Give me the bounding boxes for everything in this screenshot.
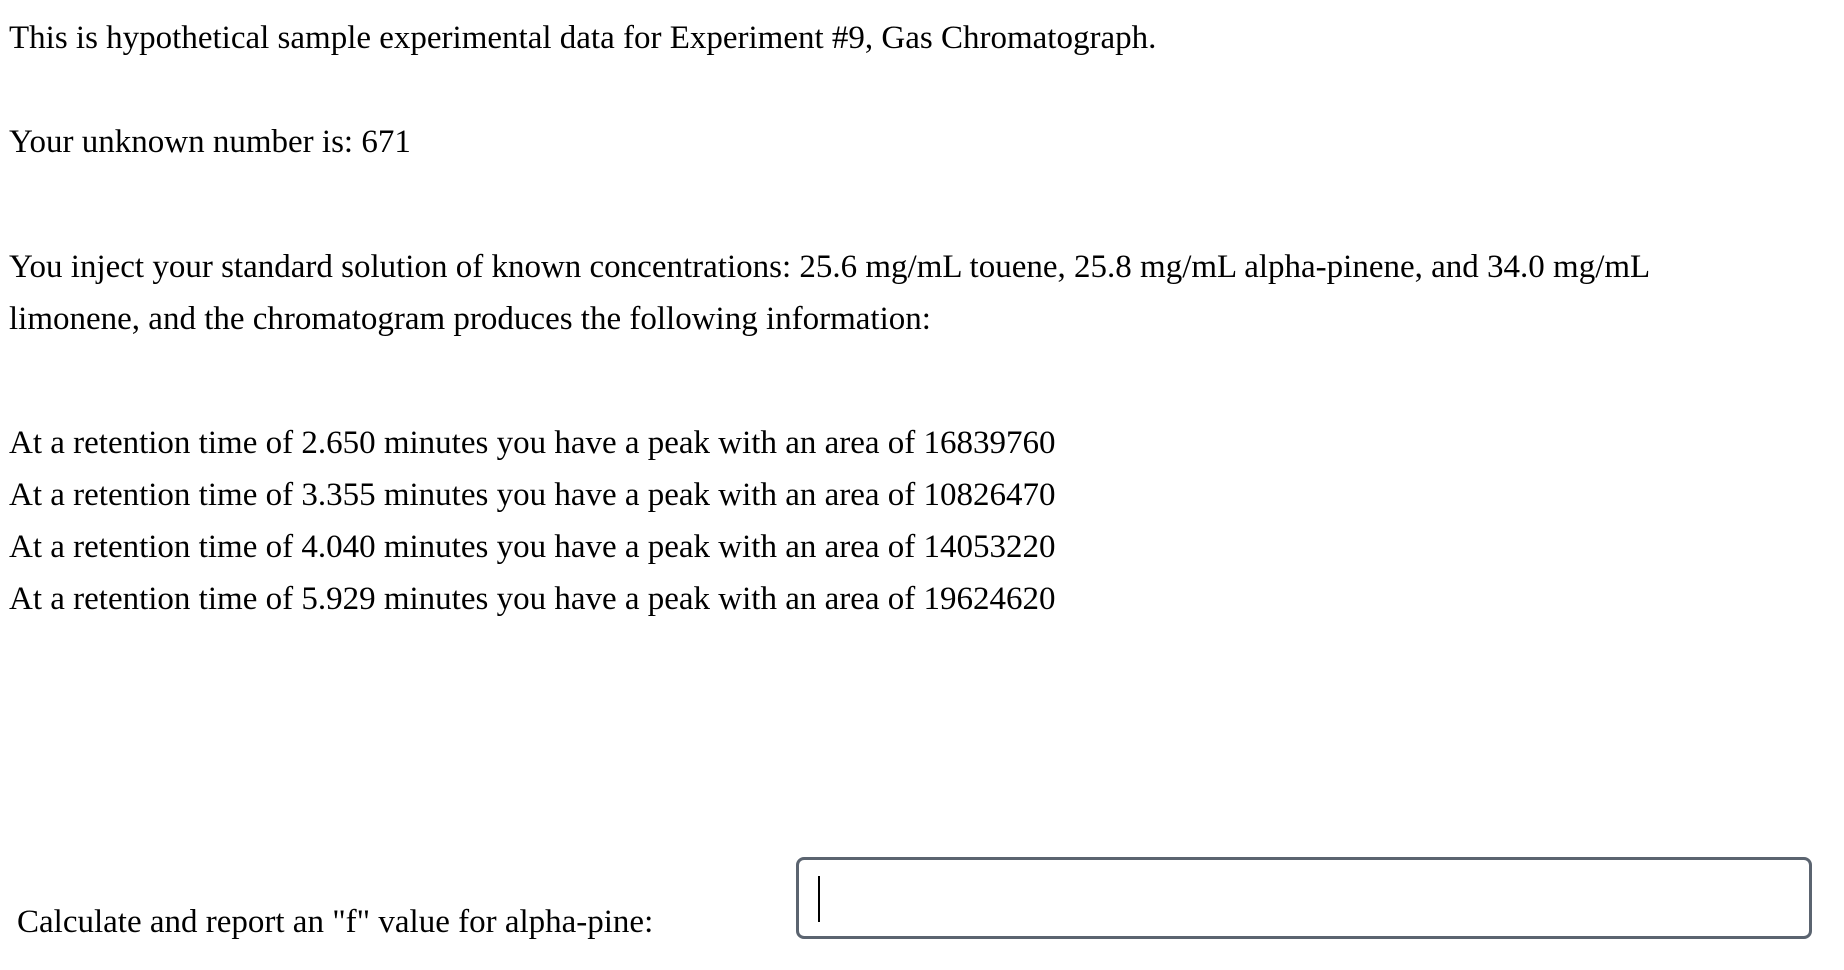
peak-row-1: At a retention time of 2.650 minutes you have a peak with an area of 16839760 — [9, 425, 1056, 461]
peak-list — [9, 417, 1056, 625]
peak-row-2: At a retention time of 3.355 minutes you have a peak with an area of 10826470 — [9, 477, 1056, 513]
text-cursor — [818, 876, 820, 922]
f-value-answer-input[interactable] — [796, 857, 1812, 939]
standard-solution-text-continued: limonene, and the chromatogram produces the following information: — [9, 301, 931, 337]
standard-solution-text: You inject your standard solution of known concentrations: 25.6 mg/mL touene, 25.8 mg/mL alpha-pinene, and 34.0 mg/mL — [9, 249, 1651, 285]
peak-row-3: At a retention time of 4.040 minutes you have a peak with an area of 14053220 — [9, 529, 1056, 565]
intro-text: This is hypothetical sample experimental data for Experiment #9, Gas Chromatograph. — [9, 20, 1157, 56]
f-value-question-label: Calculate and report an "f" value for alpha-pine: — [17, 904, 654, 940]
peak-row-4: At a retention time of 5.929 minutes you have a peak with an area of 19624620 — [9, 581, 1056, 617]
unknown-number-text: Your unknown number is: 671 — [9, 124, 411, 160]
